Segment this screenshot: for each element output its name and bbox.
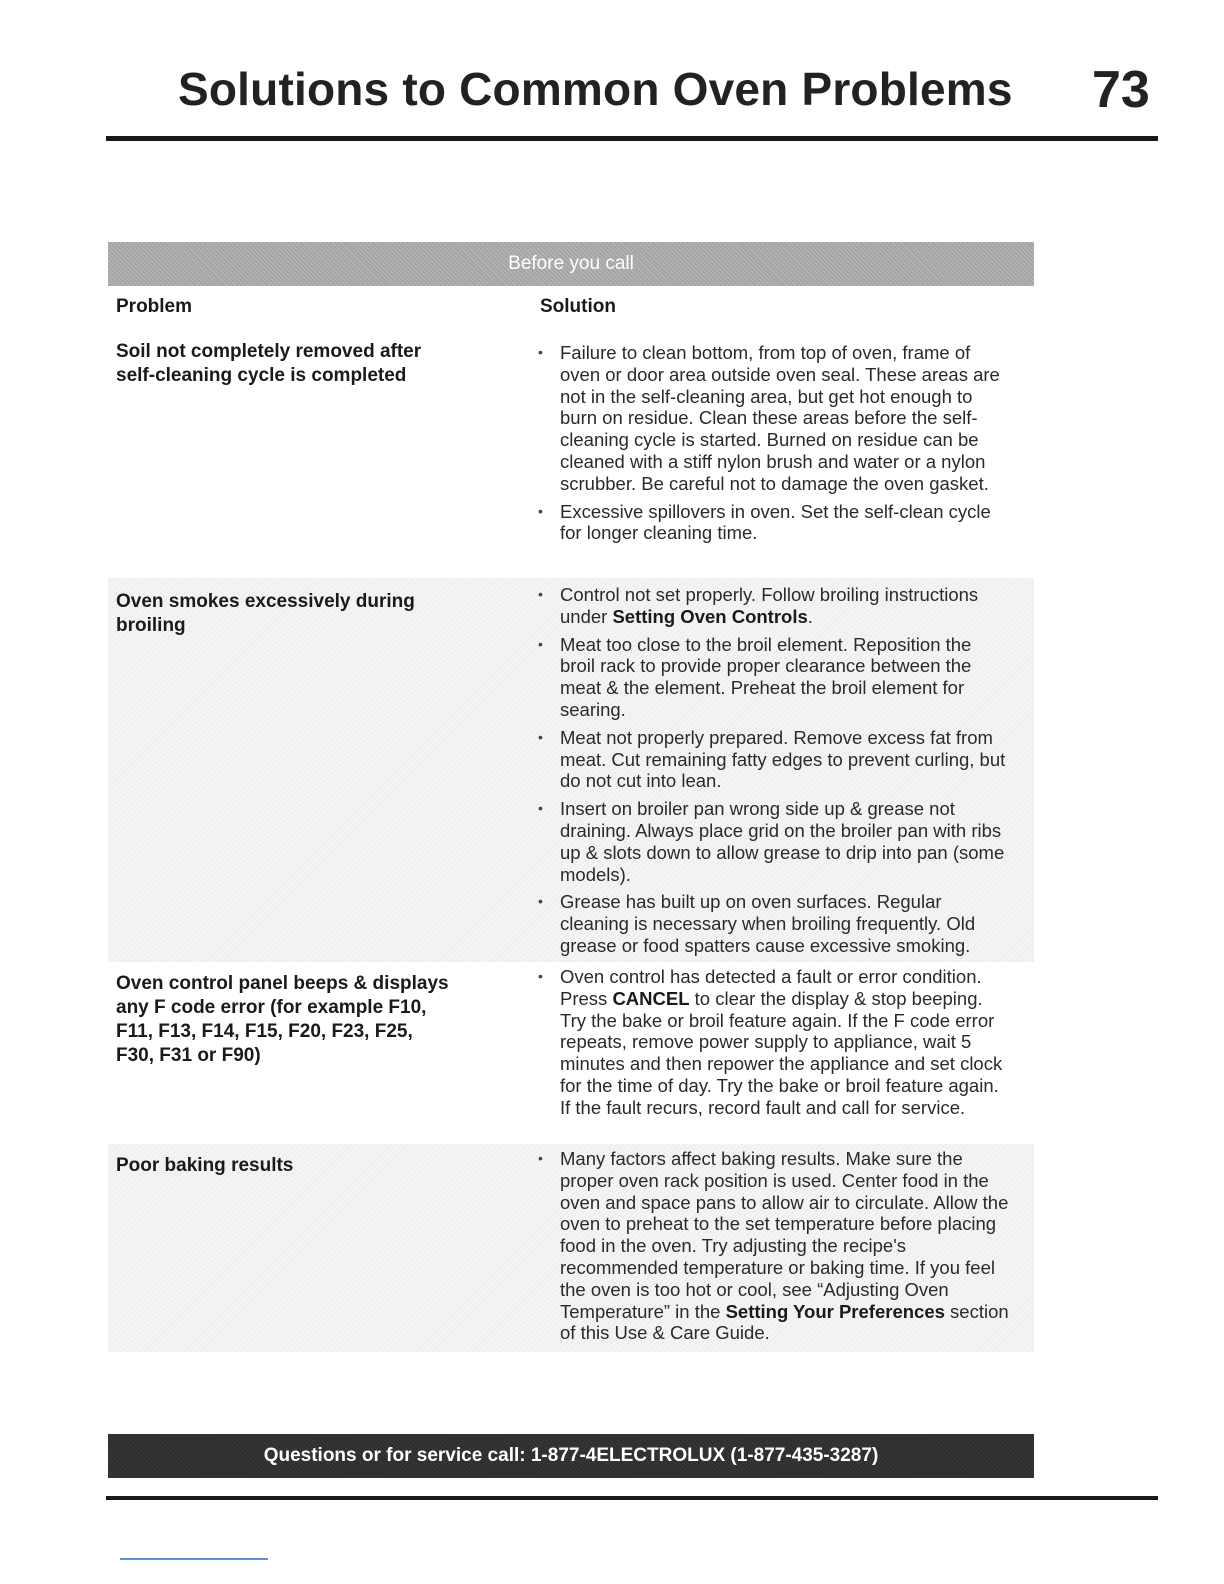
solution-item: • Control not set properly. Follow broiling instructions under Setting Oven Controls.: [534, 584, 1010, 628]
table-row: [108, 962, 1034, 1142]
solution-item: • Meat too close to the broil element. Reposition the broil rack to provide proper clearance between the meat & the element. Preheat the broil element for searing.: [534, 634, 1010, 721]
table-row: [108, 1144, 1034, 1352]
table-row: [108, 578, 1034, 962]
solution-item: • Grease has built up on oven surfaces. Regular cleaning is necessary when broiling frequently. Old grease or food spatters cause excessive smoking.: [534, 891, 1010, 956]
solution-item: • Oven control has detected a fault or error condition. Press CANCEL to clear the display & stop beeping. Try the bake or broil feature again. If the F code error repeats, remove power supply to appliance, wait 5 minutes and then repower the appliance and set clock for the time of day. Try the bake or broil feature again. If the fault recurs, record fault and call for service.: [534, 966, 1010, 1119]
solution-list: [534, 584, 1010, 963]
solution-item: • Failure to clean bottom, from top of oven, frame of oven or door area outside oven seal. These areas are not in the self-cleaning area, but get hot enough to burn on residue. Clean these areas before the self-cleaning cycle is started. Burned on residue can be cleaned with a stiff nylon brush and water or a nylon scrubber. Be careful not to damage the oven gasket.: [534, 342, 1010, 495]
problem-text: Oven control panel beeps & displays any F code error (for example F10, F11, F13, F14, F15, F20, F23, F25, F30, F31 or F90): [116, 973, 449, 1066]
solution-item: • Excessive spillovers in oven. Set the self-clean cycle for longer cleaning time.: [534, 501, 1010, 545]
problem-text: Oven smokes excessively during broiling: [116, 591, 415, 636]
solution-list: [534, 342, 1010, 550]
bottom-divider: [106, 1496, 1158, 1500]
page-title: Solutions to Common Oven Problems: [178, 63, 1013, 115]
problem-text: Poor baking results: [116, 1155, 294, 1176]
page-number: 73: [1092, 61, 1150, 119]
table-row: [108, 336, 1034, 576]
solution-item: • Insert on broiler pan wrong side up & grease not draining. Always place grid on the broiler pan with ribs up & slots down to allow grease to drip into pan (some models).: [534, 798, 1010, 885]
solution-list: [534, 1148, 1010, 1350]
solution-item: • Many factors affect baking results. Make sure the proper oven rack position is used. Center food in the oven and space pans to allow air to circulate. Allow the oven to preheat to the set temperature before placing food in the oven. Try adjusting the recipe's recommended temperature or baking time. If you feel the oven is too hot or cool, see “Adjusting Oven Temperature” in the Setting Your Preferences section of this Use & Care Guide.: [534, 1148, 1010, 1344]
section-header-bar: Before you call: [108, 242, 1034, 286]
problem-text: Soil not completely removed after self-cleaning cycle is completed: [116, 341, 422, 386]
solution-column-header: Solution: [540, 296, 616, 317]
solution-list: [534, 966, 1010, 1125]
solution-item: • Meat not properly prepared. Remove excess fat from meat. Cut remaining fatty edges to prevent curling, but do not cut into lean.: [534, 727, 1010, 792]
service-call-footer-bar: Questions or for service call: 1-877-4ELECTROLUX (1-877-435-3287): [108, 1434, 1034, 1478]
title-divider: [106, 136, 1158, 141]
problem-column-header: Problem: [116, 296, 193, 317]
corner-accent-line: [120, 1558, 268, 1560]
